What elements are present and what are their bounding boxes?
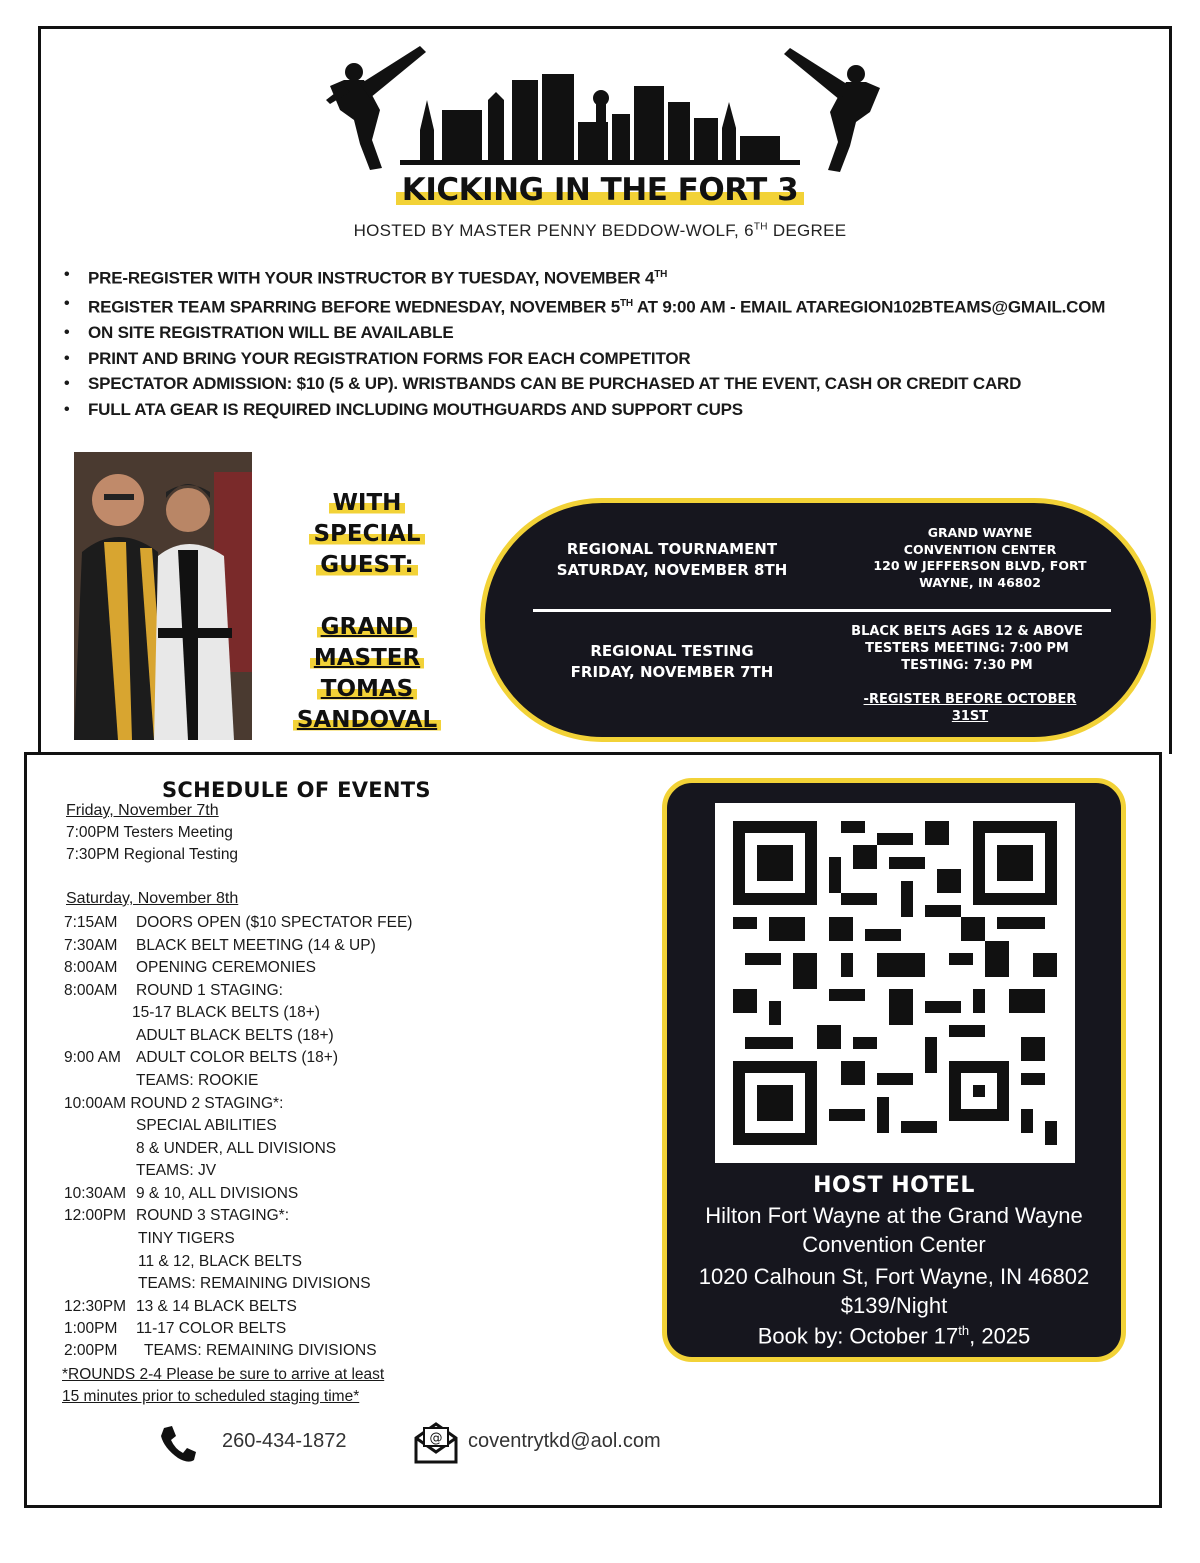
schedule-row: TINY TIGERS — [138, 1230, 235, 1247]
schedule-row: 7:30PM Regional Testing — [66, 846, 239, 863]
special-guest: WITH SPECIAL GUEST: GRAND MASTER TOMAS SANDOVAL — [262, 488, 472, 736]
schedule-row: ADULT BLACK BELTS (18+) — [136, 1027, 334, 1044]
hotel-name: Hilton Fort Wayne at the Grand Wayne — [705, 1203, 1083, 1228]
event-host: HOSTED BY MASTER PENNY BEDDOW-WOLF, 6TH DEGREE — [353, 221, 847, 240]
staging-note: *ROUNDS 2-4 Please be sure to arrive at least — [62, 1366, 385, 1383]
schedule-row: 7:15AM DOORS OPEN ($10 SPECTATOR FEE) — [64, 914, 413, 931]
venue-info: GRAND WAYNE CONVENTION CENTER 120 W JEFFERSON BLVD, FORT WAYNE, IN 46802 — [873, 525, 1087, 590]
schedule-row: 8:00AM ROUND 1 STAGING: — [64, 982, 283, 999]
tournament-info: REGIONAL TOURNAMENT SATURDAY, NOVEMBER 8TH — [556, 540, 788, 579]
testing-deadline: -REGISTER BEFORE OCTOBER 31ST — [863, 692, 1077, 724]
schedule-title: SCHEDULE OF EVENTS — [162, 778, 431, 802]
section-divider — [38, 752, 1162, 755]
bullet-item: • FULL ATA GEAR IS REQUIRED INCLUDING MOUTHGUARDS AND SUPPORT CUPS — [62, 397, 1105, 423]
schedule-row: 10:00AM ROUND 2 STAGING*: — [64, 1095, 284, 1112]
qr-code[interactable] — [715, 803, 1075, 1163]
schedule-row: 12:30PM 13 & 14 BLACK BELTS — [64, 1298, 297, 1315]
bullet-item: • ON SITE REGISTRATION WILL BE AVAILABLE — [62, 320, 1105, 346]
schedule-row: 7:00PM Testers Meeting — [66, 824, 233, 841]
schedule-row: SPECIAL ABILITIES — [136, 1117, 277, 1134]
schedule-row: TEAMS: REMAINING DIVISIONS — [138, 1275, 371, 1292]
schedule-row: TEAMS: JV — [136, 1162, 217, 1179]
guest-photo — [74, 452, 252, 740]
schedule-row: 9:00 AM ADULT COLOR BELTS (18+) — [64, 1049, 338, 1066]
contact-phone[interactable]: 260-434-1872 — [222, 1430, 347, 1452]
skyline-logo — [320, 40, 890, 175]
friday-label: Friday, November 7th — [66, 802, 219, 819]
pill-divider — [533, 609, 1111, 612]
schedule-row: 12:00PM ROUND 3 STAGING*: — [64, 1207, 290, 1224]
event-title: KICKING IN THE FORT 3 — [0, 172, 1200, 208]
hotel-rate: $139/Night — [840, 1293, 948, 1318]
bullet-item: • REGISTER TEAM SPARRING BEFORE WEDNESDAY, NOVEMBER 5TH AT 9:00 AM - EMAIL ATAREGION102BTEAMS@GMAIL.COM — [62, 291, 1105, 320]
svg-text:@: @ — [429, 1431, 443, 1446]
testing-info: REGIONAL TESTING FRIDAY, NOVEMBER 7TH — [570, 642, 774, 681]
schedule-row: 11 & 12, BLACK BELTS — [138, 1253, 302, 1270]
info-bullets — [62, 262, 1105, 422]
schedule-row: 2:00PM TEAMS: REMAINING DIVISIONS — [64, 1342, 377, 1359]
schedule-row: 7:30AM BLACK BELT MEETING (14 & UP) — [64, 937, 376, 954]
bullet-item: • PRE-REGISTER WITH YOUR INSTRUCTOR BY TUESDAY, NOVEMBER 4TH — [62, 262, 1105, 291]
schedule-row: 15-17 BLACK BELTS (18+) — [132, 1004, 320, 1021]
hotel-address: 1020 Calhoun St, Fort Wayne, IN 46802 — [698, 1264, 1090, 1289]
hotel-name-2: Convention Center — [802, 1232, 986, 1257]
hotel-box — [662, 778, 1126, 1362]
testing-details: BLACK BELTS AGES 12 & ABOVE TESTERS MEETING: 7:00 PM TESTING: 7:30 PM — [851, 624, 1083, 673]
schedule-row: TEAMS: ROOKIE — [136, 1072, 259, 1089]
email-icon — [412, 1420, 460, 1466]
hotel-heading: HOST HOTEL — [813, 1173, 975, 1198]
schedule-row: 10:30AM 9 & 10, ALL DIVISIONS — [64, 1185, 299, 1202]
bullet-item: • SPECTATOR ADMISSION: $10 (5 & UP). WRISTBANDS CAN BE PURCHASED AT THE EVENT, CASH OR CREDIT CARD — [62, 371, 1105, 397]
schedule-row: 8 & UNDER, ALL DIVISIONS — [136, 1140, 337, 1157]
schedule-row: 8:00AM OPENING CEREMONIES — [64, 959, 316, 976]
saturday-label: Saturday, November 8th — [66, 890, 239, 907]
hotel-book-by: Book by: October 17th, 2025 — [757, 1323, 1031, 1349]
staging-note: 15 minutes prior to scheduled staging time* — [62, 1388, 360, 1405]
bullet-item: • PRINT AND BRING YOUR REGISTRATION FORMS FOR EACH COMPETITOR — [62, 346, 1105, 372]
event-details-pill — [480, 498, 1156, 742]
phone-icon — [158, 1424, 198, 1464]
schedule-row: 1:00PM 11-17 COLOR BELTS — [64, 1320, 287, 1337]
contact-email[interactable]: coventrytkd@aol.com — [468, 1430, 661, 1452]
